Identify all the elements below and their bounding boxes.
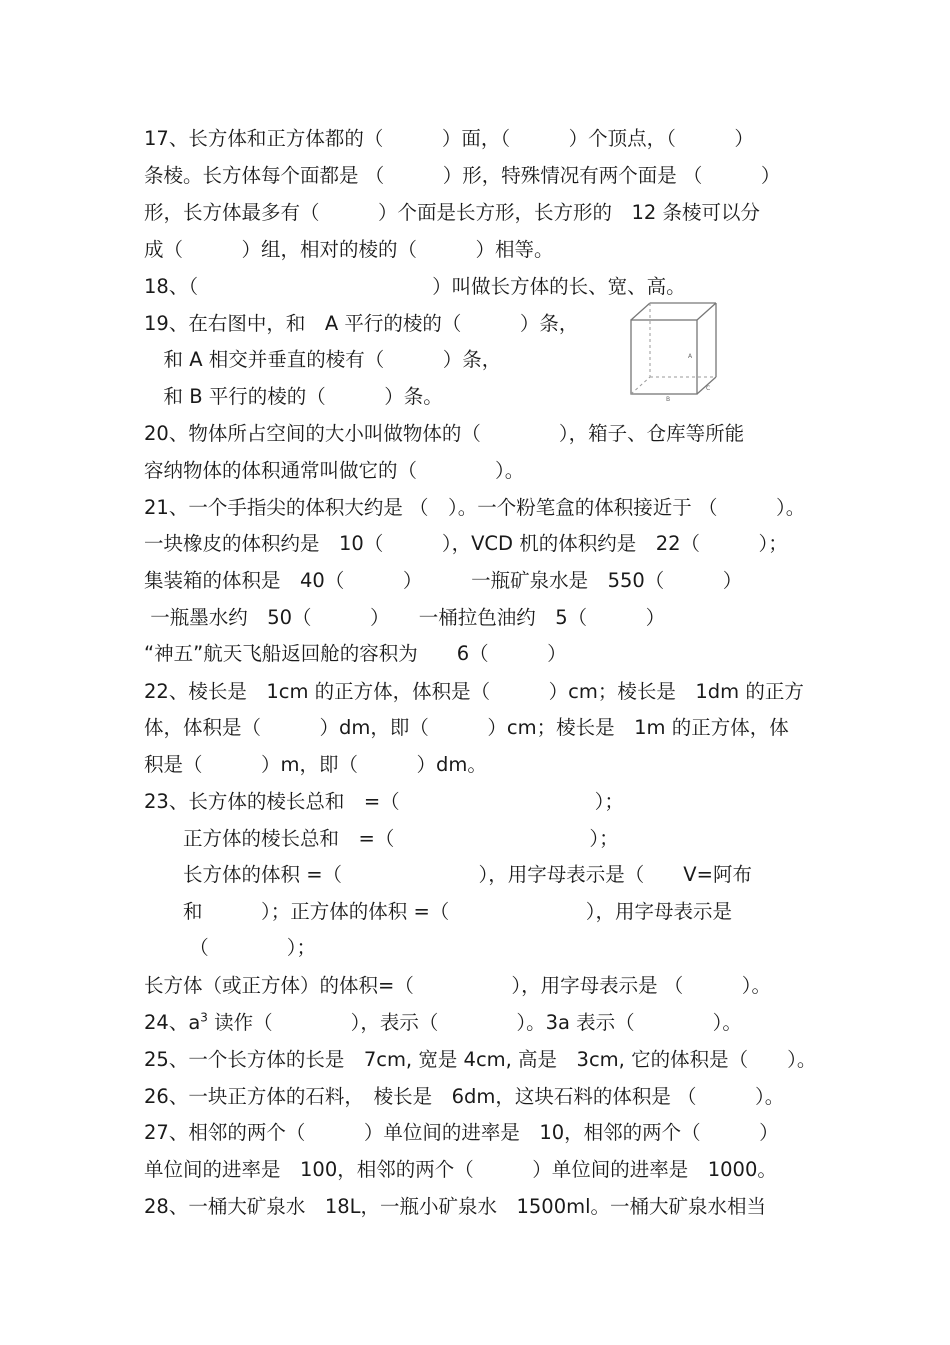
q24-prefix: 24、a xyxy=(144,1011,201,1034)
q24-exponent: 3 xyxy=(200,1010,208,1025)
q17-line-2: 条棱。长方体每个面都是 （ ）形，特殊情况有两个面是 （ ） xyxy=(144,164,781,187)
q21-line-4: 一瓶墨水约 50（ ） 一桶拉色油约 5（ ） xyxy=(144,606,666,629)
q17-line-4: 成（ ）组，相对的棱的（ ）相等。 xyxy=(144,238,554,261)
q23-line-3: 长方体的体积 =（ ），用字母表示是（ V=阿布 xyxy=(144,863,752,886)
label-a: A xyxy=(688,353,693,360)
q24-line xyxy=(144,1011,742,1035)
label-b: B xyxy=(666,396,671,402)
q21-line-3: 集装箱的体积是 40（ ） 一瓶矿泉水是 550（ ） xyxy=(144,569,743,592)
q22-line-3: 积是（ ）m，即（ ）dm。 xyxy=(144,753,487,776)
q27-line-2: 单位间的进率是 100，相邻的两个（ ）单位间的进率是 1000。 xyxy=(144,1158,777,1181)
q23-line-1: 23、长方体的棱长总和 =（ ）； xyxy=(144,790,624,813)
q20-line-1: 20、物体所占空间的大小叫做物体的（ ），箱子、仓库等所能 xyxy=(144,422,745,445)
q21-line-2: 一块橡皮的体积约是 10（ ），VCD 机的体积约是 22（ ）； xyxy=(144,532,788,555)
q23-line-4: 和 ）；正方体的体积 =（ ），用字母表示是 xyxy=(144,900,733,923)
q23-line-6: 长方体（或正方体）的体积=（ ），用字母表示是 （ ）。 xyxy=(144,974,772,997)
cuboid-figure xyxy=(626,300,722,402)
q23-line-2: 正方体的棱长总和 =（ ）； xyxy=(144,827,619,850)
q23-line-5: （ ）； xyxy=(144,936,316,959)
q26-line: 26、一块正方体的石料， 棱长是 6dm，这块石料的体积是 （ ）。 xyxy=(144,1085,785,1108)
q22-line-2: 体，体积是（ ）dm，即（ ）cm；棱长是 1m 的正方体，体 xyxy=(144,716,789,739)
q22-line-1: 22、棱长是 1cm 的正方体，体积是（ ）cm；棱长是 1dm 的正方 xyxy=(144,680,804,703)
q20-line-2: 容纳物体的体积通常叫做它的（ ）。 xyxy=(144,459,525,482)
q25-line: 25、一个长方体的长是 7cm, 宽是 4cm, 高是 3cm, 它的体积是（ ）。 xyxy=(144,1048,817,1071)
q27-line-1: 27、相邻的两个（ ）单位间的进率是 10，相邻的两个（ ） xyxy=(144,1121,779,1144)
q28-line-1: 28、一桶大矿泉水 18L，一瓶小矿泉水 1500ml。一桶大矿泉水相当 xyxy=(144,1195,767,1218)
q21-line-5: “神五”航天飞船返回舱的容积为 6（ ） xyxy=(144,642,567,665)
q19-line-3: 和 B 平行的棱的（ ）条。 xyxy=(144,385,443,408)
q19-line-2: 和 A 相交并垂直的棱有（ ）条， xyxy=(144,348,502,371)
q17-line-1: 17、长方体和正方体都的（ ）面，（ ）个顶点，（ ） xyxy=(144,127,754,150)
q21-line-1: 21、一个手指尖的体积大约是 （ ）。一个粉笔盒的体积接近于 （ ）。 xyxy=(144,496,806,519)
q24-suffix: 读作（ ），表示（ ）。3a 表示（ ）。 xyxy=(207,1011,742,1034)
label-c: C xyxy=(706,385,711,392)
q17-line-3: 形，长方体最多有（ ）个面是长方形，长方形的 12 条棱可以分 xyxy=(144,201,761,224)
q19-line-1: 19、在右图中，和 A 平行的棱的（ ）条， xyxy=(144,312,579,335)
q18-line: 18、（ ）叫做长方体的长、宽、高。 xyxy=(144,275,686,298)
